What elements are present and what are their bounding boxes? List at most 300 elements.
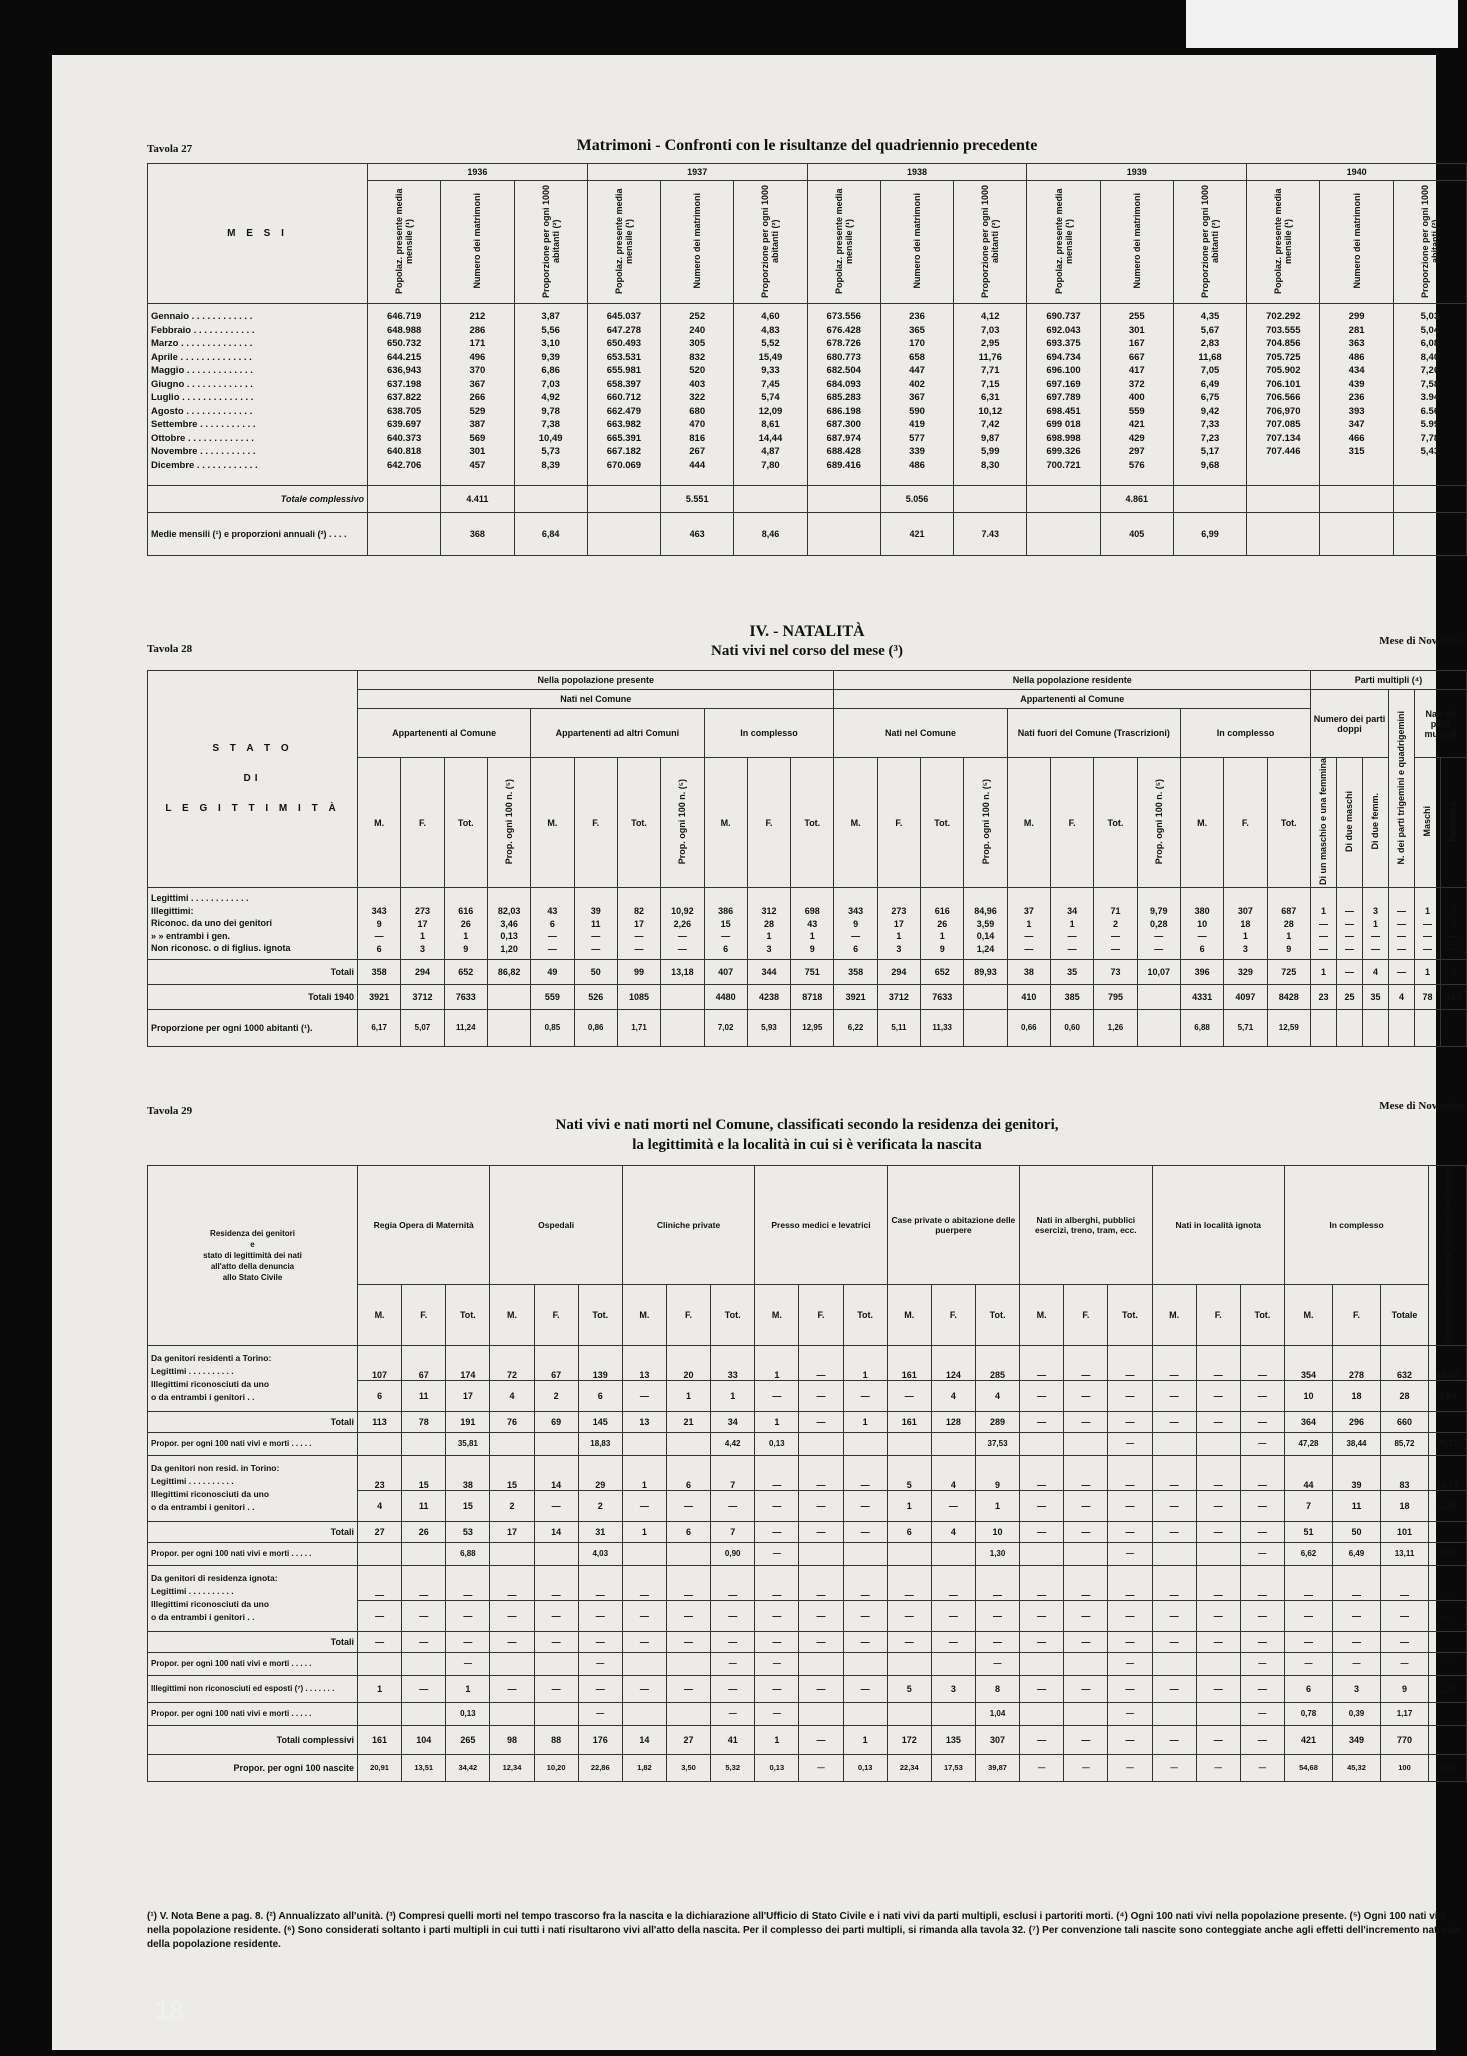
t28-total1940-cell: 526 xyxy=(574,984,617,1009)
t29-prop-cell xyxy=(1429,1702,1467,1725)
t29-cell: — xyxy=(534,1565,578,1600)
t29-cell: — xyxy=(799,1565,843,1600)
t27-medie-cell xyxy=(1027,513,1100,556)
t27-medie-cell: 368 xyxy=(441,513,514,556)
t27-col-header xyxy=(368,181,441,304)
t29-tc-label: Totali complessivi xyxy=(148,1725,358,1754)
t29-totali-label: Totali xyxy=(148,1521,358,1542)
t29-cell: — xyxy=(1196,1675,1240,1702)
t29-cell: 23 xyxy=(358,1455,402,1490)
t29-cell: 33 xyxy=(711,1345,755,1380)
t29-total-cell: — xyxy=(446,1631,490,1652)
t29-total-cell: 78 xyxy=(402,1411,446,1432)
t28-prop-cell: 5,93 xyxy=(747,1009,790,1046)
t28-stato-header xyxy=(148,671,358,888)
t29-cell: — xyxy=(1152,1380,1196,1411)
t29-cell: — xyxy=(931,1490,975,1521)
t29-cell: — xyxy=(666,1600,710,1631)
t29-cell: — xyxy=(578,1565,622,1600)
t28-total-cell: 396 xyxy=(1180,959,1223,984)
t29-total-cell: 41 xyxy=(711,1725,755,1754)
t28-total1940-cell: 25 xyxy=(1336,984,1362,1009)
t29-cell: — xyxy=(1196,1490,1240,1521)
t29-total-cell: — xyxy=(755,1631,799,1652)
t29-total-cell: 113 xyxy=(358,1411,402,1432)
t29-total-cell: 17 xyxy=(490,1521,534,1542)
t29-prop-cell: 0,13 xyxy=(755,1432,799,1455)
page-number: 18 xyxy=(155,1995,184,2025)
t27-months: Gennaio . . . . . . . . . . . . Febbraio . . . . . . . . . . . . Marzo . . . . . . . . . . . . . . Aprile . . . . . . . . . . . . . . Maggio . . . . . . . . . . . . . Giugno . . . . . . . . . . . . . Luglio . . . . . . . . . . . . . . Agosto . . . . . . . . . . . . . Settembre . . . . . . . . . . . Ottobre . . . . . . . . . . . . . Novembre . . . . . . . . . . . Dicembre . . . . . . . . . . . . xyxy=(148,304,368,486)
t28-sub-header xyxy=(1310,758,1336,888)
t27-medie-cell: 6,99 xyxy=(1173,513,1246,556)
t28-sub-header xyxy=(1440,758,1466,888)
t29-prop-cell xyxy=(1152,1702,1196,1725)
t29-cell: — xyxy=(1152,1600,1196,1631)
t28-prop-cell: 5,71 xyxy=(1224,1009,1267,1046)
t29-cell: — xyxy=(1064,1380,1108,1411)
t29-total-cell: 289 xyxy=(975,1411,1019,1432)
t29-cell: — xyxy=(446,1565,490,1600)
t29-cell: — xyxy=(1152,1455,1196,1490)
t29-cell: — xyxy=(1020,1455,1064,1490)
t28-total1940-cell xyxy=(964,984,1007,1009)
t29-cell: — xyxy=(1020,1380,1064,1411)
t29-cell: — xyxy=(622,1380,666,1411)
t29-prop-cell xyxy=(490,1702,534,1725)
t29-total-cell: 161 xyxy=(358,1725,402,1754)
t29-prop-cell xyxy=(1020,1542,1064,1565)
t29-prop-cell: 0,78 xyxy=(1284,1702,1332,1725)
t28-column-values: 273 17 1 3 xyxy=(401,888,444,960)
t29-cell: — xyxy=(490,1600,534,1631)
t29-cell: 6 xyxy=(1284,1675,1332,1702)
t29-cell: — xyxy=(1240,1380,1284,1411)
t27-col-header-text: Numero dei matrimoni xyxy=(1131,193,1142,289)
t29-cell: — xyxy=(843,1490,887,1521)
t28-prop-cell xyxy=(1388,1009,1414,1046)
t29-sub-header: M. xyxy=(358,1285,402,1346)
t29-cell: — xyxy=(1196,1455,1240,1490)
t29-cell: 2 xyxy=(490,1490,534,1521)
t29-cell: 4 xyxy=(931,1380,975,1411)
t29-cell: 83 xyxy=(1380,1455,1428,1490)
t29-total-cell: 161 xyxy=(887,1411,931,1432)
t29-cell: 2 xyxy=(534,1380,578,1411)
t29-cell: 1 xyxy=(975,1490,1019,1521)
t29-total-cell: — xyxy=(1380,1631,1428,1652)
t28-prop-cell: 5,11 xyxy=(877,1009,920,1046)
t29-prop-cell xyxy=(622,1702,666,1725)
t29-sub-header: F. xyxy=(931,1285,975,1346)
t28-total1940-cell: 4480 xyxy=(704,984,747,1009)
t29-total-cell: 349 xyxy=(1332,1725,1380,1754)
t28-nati-fuori-header: Nati fuori del Comune (Trascrizioni) xyxy=(1007,709,1180,758)
t27-column-values: 255 301 167 667 417 372 400 559 421 429 297 576 xyxy=(1100,304,1173,486)
t28-sub-header xyxy=(1414,758,1440,888)
t28-prop-cell: 12,95 xyxy=(791,1009,834,1046)
t29-prop-cell: 39,87 xyxy=(975,1754,1019,1781)
t28-total1940-cell: 4331 xyxy=(1180,984,1223,1009)
t28-total-cell: 294 xyxy=(401,959,444,984)
t29-sub-header: F. xyxy=(534,1285,578,1346)
t29-total-cell: — xyxy=(1064,1631,1108,1652)
t28-sub-header xyxy=(1137,758,1180,888)
t29-cell: — xyxy=(1152,1565,1196,1600)
t28-column-values: 71 2 — — xyxy=(1094,888,1137,960)
t29-prop-cell xyxy=(402,1432,446,1455)
t28-sub-header: F. xyxy=(401,758,444,888)
t27-total-label: Totale complessivo xyxy=(148,486,368,513)
t29-cell: — xyxy=(799,1345,843,1380)
t29-cell: — xyxy=(975,1565,1019,1600)
t27-medie-cell: 6,84 xyxy=(514,513,587,556)
t29-cell: 124 xyxy=(931,1345,975,1380)
t27-total-cell: 5.551 xyxy=(661,486,734,513)
t29-total-cell: 98 xyxy=(490,1725,534,1754)
t29-table xyxy=(147,1165,1467,1782)
t29-prop-cell xyxy=(1196,1432,1240,1455)
t29-prop-cell: — xyxy=(1240,1432,1284,1455)
t27-column-values: 5,03 5,04 6,08 8,40 7,26 7,58 3.94 6.56 5.99 7,78 5,43 xyxy=(1393,304,1466,486)
t29-cell: 15 xyxy=(490,1455,534,1490)
t29-prop-cell: — xyxy=(755,1652,799,1675)
t28-column-values: — — — — xyxy=(1336,888,1362,960)
t29-cell: 82,08 xyxy=(1429,1345,1467,1380)
t29-total-cell: — xyxy=(1108,1631,1152,1652)
t29-sub-header: M. xyxy=(887,1285,931,1346)
t28-prop-cell: 11,33 xyxy=(921,1009,964,1046)
t29-prop-cell xyxy=(666,1652,710,1675)
t29-cell: 139 xyxy=(578,1345,622,1380)
t28-sub-header: M. xyxy=(531,758,574,888)
page-content xyxy=(147,115,1467,1995)
t29-cell: 11 xyxy=(402,1380,446,1411)
t28-nati-nel-header: Nati nel Comune xyxy=(834,709,1007,758)
t27-column-values: 690.737 692.043 693.375 694.734 696.100 697.169 697.789 698.451 699 018 698.998 699.326 700.721 xyxy=(1027,304,1100,486)
t29-section-label: Da genitori non resid. in Torino: Legittimi . . . . . . . . . . Illegittimi riconosciuti da uno o da entrambi i genitori . . xyxy=(148,1455,358,1521)
t29-prop-cell: 85,72 xyxy=(1380,1432,1428,1455)
t28-label: Tavola 28 xyxy=(147,643,193,655)
t28-sub-header: M. xyxy=(1180,758,1223,888)
t29-total-cell: 1 xyxy=(843,1411,887,1432)
t29-cell: 6 xyxy=(578,1380,622,1411)
t28-total1940-cell xyxy=(1137,984,1180,1009)
t29-total-cell: 1 xyxy=(755,1725,799,1754)
t29-cell: — xyxy=(1108,1455,1152,1490)
t29-prop-cell: — xyxy=(755,1542,799,1565)
t27-total-cell: 4.411 xyxy=(441,486,514,513)
t29-cell: — xyxy=(534,1490,578,1521)
t27-column-values: 3,87 5,56 3,10 9,39 6,86 7,03 4,92 9,78 7,38 10,49 5,73 8,39 xyxy=(514,304,587,486)
t27-column-values: 702.292 703.555 704.856 705.725 705.902 706.101 706.566 706,970 707.085 707.134 707.446 xyxy=(1247,304,1320,486)
t28-prop-cell: 5,07 xyxy=(401,1009,444,1046)
t29-cell: — xyxy=(843,1565,887,1600)
t27-title: Matrimoni - Confronti con le risultanze del quadriennio precedente xyxy=(576,137,1038,154)
t29-total-cell: 7 xyxy=(711,1521,755,1542)
t29-total-cell: 14 xyxy=(534,1521,578,1542)
t28-total-cell: 13,18 xyxy=(661,959,704,984)
t29-total-cell: 14 xyxy=(622,1725,666,1754)
t29-total-cell: — xyxy=(1020,1411,1064,1432)
t28-total-cell: 99 xyxy=(617,959,660,984)
t29-prop-cell: — xyxy=(1020,1754,1064,1781)
t27-col-header-text: Popolaz. presente media mensile (¹) xyxy=(1273,188,1294,294)
t27-total-cell xyxy=(1173,486,1246,513)
t29-prop-cell: 3,50 xyxy=(666,1754,710,1781)
t28-total1940-cell xyxy=(487,984,530,1009)
t28-sub-header-text: Di due femm. xyxy=(1370,793,1381,850)
t27-column-values: 252 240 305 832 520 403 322 680 470 816 267 444 xyxy=(661,304,734,486)
t28-total-cell: 751 xyxy=(791,959,834,984)
t28-sub-header-text: Di due maschi xyxy=(1344,791,1355,853)
t29-total-cell: 27 xyxy=(358,1521,402,1542)
t29-cell: 7 xyxy=(1284,1490,1332,1521)
t28-trigem-header-text: N. dei parti trigemini e quadrigemini xyxy=(1396,710,1407,865)
t29-cell: 10 xyxy=(1284,1380,1332,1411)
t29-cell: 632 xyxy=(1380,1345,1428,1380)
t28-total-cell: 35 xyxy=(1051,959,1094,984)
t29-prop-cell xyxy=(887,1542,931,1565)
t29-cell: — xyxy=(1020,1345,1064,1380)
t29-sub-header: Tot. xyxy=(578,1285,622,1346)
t28-prop-cell xyxy=(1440,1009,1466,1046)
t28-prop-cell: 7,02 xyxy=(704,1009,747,1046)
t29-total-cell: — xyxy=(1240,1411,1284,1432)
t28-prop-cell xyxy=(1336,1009,1362,1046)
t29-cell: — xyxy=(490,1565,534,1600)
t29-cell: — xyxy=(666,1490,710,1521)
t28-total1940-cell: 4 xyxy=(1388,984,1414,1009)
t29-cell: — xyxy=(622,1600,666,1631)
t29-cell: — xyxy=(887,1600,931,1631)
t29-prop-cell: 0,13 xyxy=(446,1702,490,1725)
t29-total-cell: — xyxy=(578,1631,622,1652)
t28-sub-header-text: Prop. ogni 100 n. (⁵) xyxy=(504,778,515,865)
t29-ill-label: Illegittimi non riconosciuti ed esposti (⁷) . . . . . . . xyxy=(148,1675,358,1702)
t27-total-cell xyxy=(587,486,660,513)
t28-presente-header: Nella popolazione presente xyxy=(358,671,834,690)
t29-totali-label: Totali xyxy=(148,1631,358,1652)
t29-total-cell: 128 xyxy=(931,1411,975,1432)
t27-column-values: 4,60 4,83 5,52 15,49 9,33 7,45 5,74 12,09 8,61 14,44 4,87 7,80 xyxy=(734,304,807,486)
t29-cell: — xyxy=(1196,1600,1240,1631)
t29-cell: 285 xyxy=(975,1345,1019,1380)
t29-prop-cell xyxy=(666,1542,710,1565)
t29-prop-cell xyxy=(1196,1652,1240,1675)
t28-total-cell: 407 xyxy=(704,959,747,984)
t28-sub-header: Tot. xyxy=(791,758,834,888)
t29-prop-cell xyxy=(931,1702,975,1725)
t28-total1940-cell: 795 xyxy=(1094,984,1137,1009)
t27-col-header xyxy=(587,181,660,304)
t27-medie-cell xyxy=(807,513,880,556)
t29-cell: 13 xyxy=(622,1345,666,1380)
t29-propor-label: Propor. per ogni 100 nati vivi e morti . . . . . xyxy=(148,1702,358,1725)
t28-sub-header: Tot. xyxy=(617,758,660,888)
t29-cell: — xyxy=(1152,1675,1196,1702)
t29-total-cell: — xyxy=(1064,1411,1108,1432)
t28-total-cell: 9 xyxy=(1440,959,1466,984)
t29-total-cell: 265 xyxy=(446,1725,490,1754)
t27-col-header-text: Proporzione per ogni 1000 abitanti (²) xyxy=(1200,184,1221,298)
t27-mesi-header: M E S I xyxy=(148,164,368,304)
t28-sub-header-text: Di un maschio e una femmina xyxy=(1318,758,1329,886)
t28-total1940-cell: 8718 xyxy=(791,984,834,1009)
t28-column-values: 82,03 3,46 0,13 1,20 xyxy=(487,888,530,960)
t29-prop-cell: — xyxy=(1240,1702,1284,1725)
t29-prop-cell: — xyxy=(1240,1542,1284,1565)
t29-prop-cell xyxy=(1196,1702,1240,1725)
t29-cell: — xyxy=(1064,1600,1108,1631)
t27-column-values: 212 286 171 496 370 367 266 529 387 569 301 457 xyxy=(441,304,514,486)
t29-total-cell: 76 xyxy=(490,1411,534,1432)
t29-cell: — xyxy=(1108,1490,1152,1521)
t28-total-cell: 329 xyxy=(1224,959,1267,984)
t28-total1940-cell: 4238 xyxy=(747,984,790,1009)
t29-prop-cell: — xyxy=(1196,1754,1240,1781)
t29-prop-cell: — xyxy=(975,1652,1019,1675)
t27-col-header-text: Popolaz. presente media mensile (¹) xyxy=(1053,188,1074,294)
t28-prop-cell: 11,24 xyxy=(444,1009,487,1046)
t29-cell: 4 xyxy=(490,1380,534,1411)
t29-prop-cell xyxy=(1152,1432,1196,1455)
t29-prop-cell: — xyxy=(1152,1754,1196,1781)
t28-column-values: 386 15 — 6 xyxy=(704,888,747,960)
t29-prop-cell xyxy=(887,1702,931,1725)
t29-total-cell: — xyxy=(1020,1725,1064,1754)
t29-total-cell: — xyxy=(799,1411,843,1432)
t29-cell: — xyxy=(1152,1345,1196,1380)
t29-total-cell: — xyxy=(887,1631,931,1652)
t29-prop-cell xyxy=(622,1652,666,1675)
t28-sub-header xyxy=(1336,758,1362,888)
t27-column-values: 4,35 5,67 2,83 11,68 7,05 6,49 6,75 9,42 7,33 7,23 5,17 9,68 xyxy=(1173,304,1246,486)
t28-month: Mese di Novembre xyxy=(1379,635,1467,647)
t29-group-header: Nati in alberghi, pubblici esercizi, treno, tram, ecc. xyxy=(1020,1166,1152,1285)
t28-sub-header: Tot. xyxy=(921,758,964,888)
t28-prop-cell xyxy=(661,1009,704,1046)
t29-prop-cell xyxy=(1064,1432,1108,1455)
t29-cell: — xyxy=(975,1600,1019,1631)
t28-total1940-cell: 35 xyxy=(1362,984,1388,1009)
t27-col-header-text: Popolaz. presente media mensile (¹) xyxy=(613,188,634,294)
t29-cell: — xyxy=(931,1600,975,1631)
t28-compl2-header: In complesso xyxy=(1180,709,1310,758)
t28-row-labels: Legittimi . . . . . . . . . . . . Illegittimi: Riconoc. da uno dei genitori » » entrambi i gen. Non riconosc. o di figlius. ignota xyxy=(148,888,358,960)
t28-prop-cell: 0,66 xyxy=(1007,1009,1050,1046)
t29-total-cell: — xyxy=(799,1631,843,1652)
t28-total-cell: 38 xyxy=(1007,959,1050,984)
t29-total-cell: — xyxy=(1020,1631,1064,1652)
t28-column-values: 3 1 — — xyxy=(1362,888,1388,960)
t29-prop-cell xyxy=(534,1652,578,1675)
t29-prop-cell: — xyxy=(1108,1542,1152,1565)
t29-prop-cell: — xyxy=(1108,1652,1152,1675)
t29-prop-cell: 1,04 xyxy=(975,1702,1019,1725)
t28-total-cell: 73 xyxy=(1094,959,1137,984)
t29-prop-cell xyxy=(622,1542,666,1565)
scan-corner xyxy=(1186,0,1458,48)
t28-totali-label: Totali xyxy=(148,959,358,984)
t29-total-cell: 101 xyxy=(1380,1521,1428,1542)
t29-prop-cell: 6,62 xyxy=(1284,1542,1332,1565)
t27-medie-cell xyxy=(587,513,660,556)
t28-column-values: 273 17 1 3 xyxy=(877,888,920,960)
t27-year-header: 1937 xyxy=(587,164,807,181)
t29-sub-header: M. xyxy=(755,1285,799,1346)
t28-total-cell: 1 xyxy=(1414,959,1440,984)
t29-total-cell: 34 xyxy=(711,1411,755,1432)
t29-propor-label: Propor. per ogni 100 nati vivi e morti . . . . . xyxy=(148,1652,358,1675)
t29-cell: — xyxy=(1332,1600,1380,1631)
t29-total-cell: — xyxy=(666,1631,710,1652)
t28-sub-header: M. xyxy=(358,758,401,888)
t28-total1940-cell: 108 xyxy=(1440,984,1466,1009)
t27-column-values: 673.556 676.428 678.726 680.773 682.504 684.093 685.283 686.198 687.300 687.974 688.428 689.416 xyxy=(807,304,880,486)
t29-prop-cell xyxy=(1020,1432,1064,1455)
t28-column-values: 312 28 1 3 xyxy=(747,888,790,960)
t29-cell: 1,17 xyxy=(1429,1675,1467,1702)
t28-column-values: 698 43 1 9 xyxy=(791,888,834,960)
t29-total-cell: 176 xyxy=(578,1725,622,1754)
t29-cell: — xyxy=(534,1675,578,1702)
t29-cell: — xyxy=(1240,1455,1284,1490)
t27-medie-cell: 405 xyxy=(1100,513,1173,556)
t29-total-cell: 135 xyxy=(931,1725,975,1754)
t28-total-cell: — xyxy=(1388,959,1414,984)
t29-cell: 3 xyxy=(1332,1675,1380,1702)
t28-sub-header-text: Femmine xyxy=(1448,801,1459,842)
t29-total-cell: — xyxy=(711,1631,755,1652)
t28-total-cell: 49 xyxy=(531,959,574,984)
t29-prop-cell xyxy=(358,1702,402,1725)
t29-prop-cell: 22,34 xyxy=(887,1754,931,1781)
t27-col-header xyxy=(734,181,807,304)
t29-total-cell: — xyxy=(1064,1521,1108,1542)
t29-prop-cell: — xyxy=(1108,1754,1152,1781)
t29-section-label: Da genitori residenti a Torino: Legittimi . . . . . . . . . . Illegittimi riconosciuti da uno o da entrambi i genitori . . xyxy=(148,1345,358,1411)
t29-cell: — xyxy=(1108,1600,1152,1631)
t29-cell: — xyxy=(358,1565,402,1600)
t29-prop-cell: — xyxy=(1332,1652,1380,1675)
t27-col-header xyxy=(1027,181,1100,304)
t29-group-header: Cliniche private xyxy=(622,1166,754,1285)
t28-doppi-header: Numero dei parti doppi xyxy=(1310,690,1388,758)
t29-prop-cell xyxy=(666,1432,710,1455)
t28-prop-cell: 1,71 xyxy=(617,1009,660,1046)
t27-medie-cell xyxy=(1320,513,1393,556)
t29-cell: — xyxy=(1064,1565,1108,1600)
t27-col-header xyxy=(880,181,953,304)
t27-medie-cell: 421 xyxy=(880,513,953,556)
t28-total-cell: 652 xyxy=(921,959,964,984)
t29-cell: 29 xyxy=(578,1455,622,1490)
document-page xyxy=(52,55,1467,2050)
t28-sub-header: F. xyxy=(747,758,790,888)
t28-prop-label: Proporzione per ogni 1000 abitanti (¹). xyxy=(148,1009,358,1046)
t28-sub-header: Tot. xyxy=(1267,758,1310,888)
t29-total-cell: — xyxy=(490,1631,534,1652)
t29-cell: — xyxy=(843,1455,887,1490)
t28-total-cell: 1 xyxy=(1310,959,1336,984)
t29-prop-cell: — xyxy=(1429,1652,1467,1675)
t29-cell: — xyxy=(1240,1565,1284,1600)
t28-title: IV. - NATALITÀ xyxy=(749,623,865,640)
t29-total-cell: — xyxy=(843,1631,887,1652)
t29-cell: 5 xyxy=(887,1675,931,1702)
t29-cell: — xyxy=(799,1490,843,1521)
t29-prop-cell xyxy=(887,1432,931,1455)
